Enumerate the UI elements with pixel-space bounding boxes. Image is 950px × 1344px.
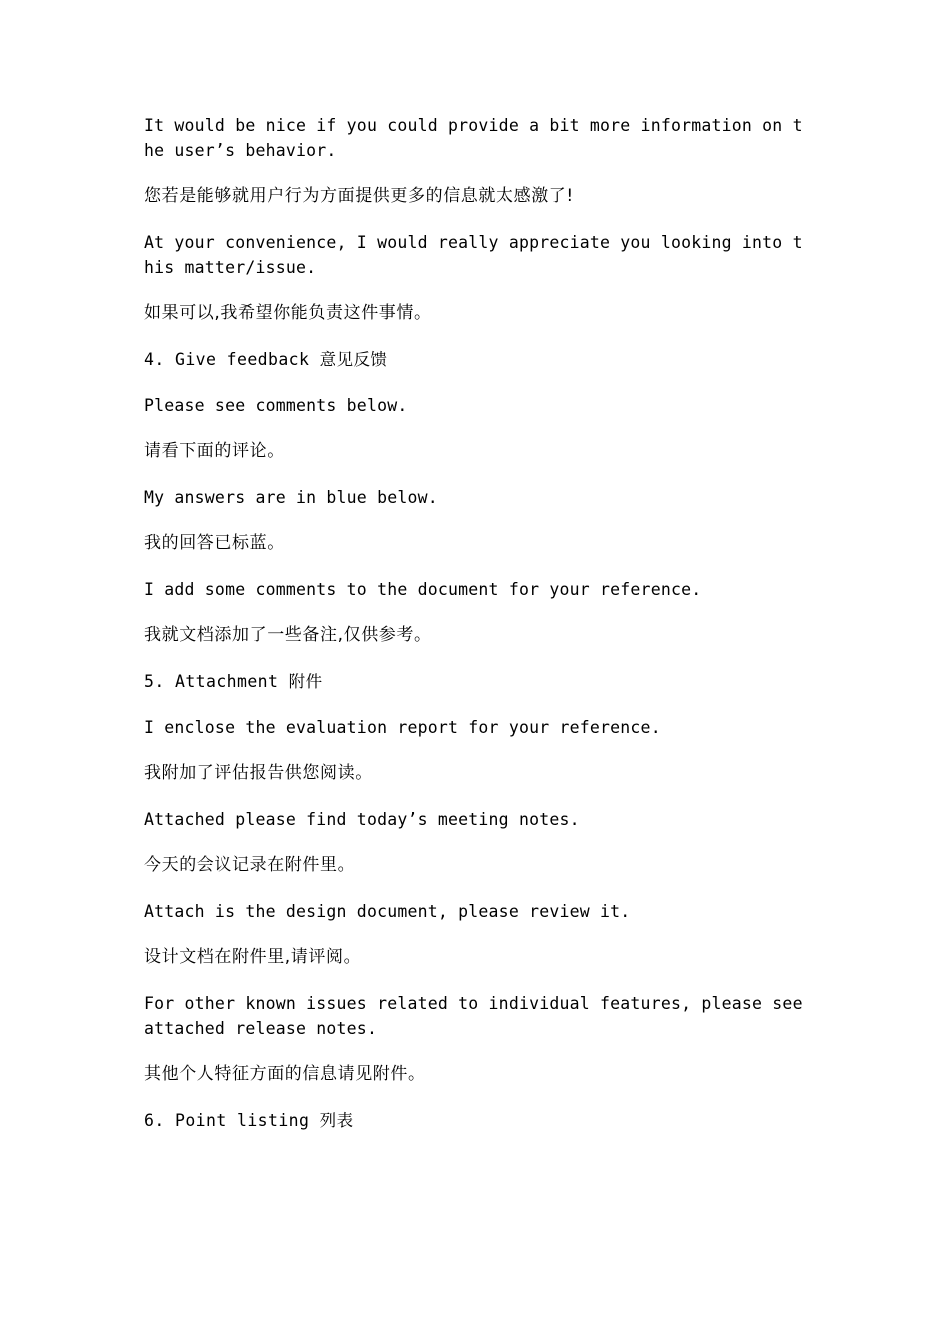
paragraph-meeting-notes-en: Attached please find today’s meeting notes. (144, 810, 580, 829)
paragraph-add-comments-zh: 我就文档添加了一些备注,仅供参考。 (144, 625, 432, 645)
paragraph-design-document-zh: 设计文档在附件里,请评阅。 (144, 947, 362, 967)
section-heading-give-feedback: 4. Give feedback 意见反馈 (144, 350, 388, 369)
paragraph-convenience-zh: 如果可以,我希望你能负责这件事情。 (144, 303, 432, 323)
document-body (144, 113, 812, 1154)
paragraph-see-comments-zh: 请看下面的评论。 (144, 441, 285, 461)
paragraph-see-comments-en: Please see comments below. (144, 396, 408, 415)
paragraph-release-notes-zh: 其他个人特征方面的信息请见附件。 (144, 1064, 426, 1084)
section-heading-attachment: 5. Attachment 附件 (144, 672, 323, 691)
paragraph-convenience-en: At your convenience, I would really appreciate you looking into this matter/issue. (144, 233, 803, 277)
paragraph-meeting-notes-zh: 今天的会议记录在附件里。 (144, 855, 356, 875)
paragraph-answers-blue-en: My answers are in blue below. (144, 488, 438, 507)
paragraph-user-behavior-en: It would be nice if you could provide a bit more information on the user’s behavior. (144, 116, 803, 160)
paragraph-answers-blue-zh: 我的回答已标蓝。 (144, 533, 285, 553)
paragraph-enclose-report-zh: 我附加了评估报告供您阅读。 (144, 763, 373, 783)
paragraph-design-document-en: Attach is the design document, please review it. (144, 902, 631, 921)
paragraph-user-behavior-zh: 您若是能够就用户行为方面提供更多的信息就太感激了! (144, 186, 574, 206)
paragraph-enclose-report-en: I enclose the evaluation report for your reference. (144, 718, 661, 737)
section-heading-point-listing: 6. Point listing 列表 (144, 1111, 354, 1130)
paragraph-add-comments-en: I add some comments to the document for your reference. (144, 580, 702, 599)
paragraph-release-notes-en: For other known issues related to individual features, please see attached release notes. (144, 994, 803, 1038)
